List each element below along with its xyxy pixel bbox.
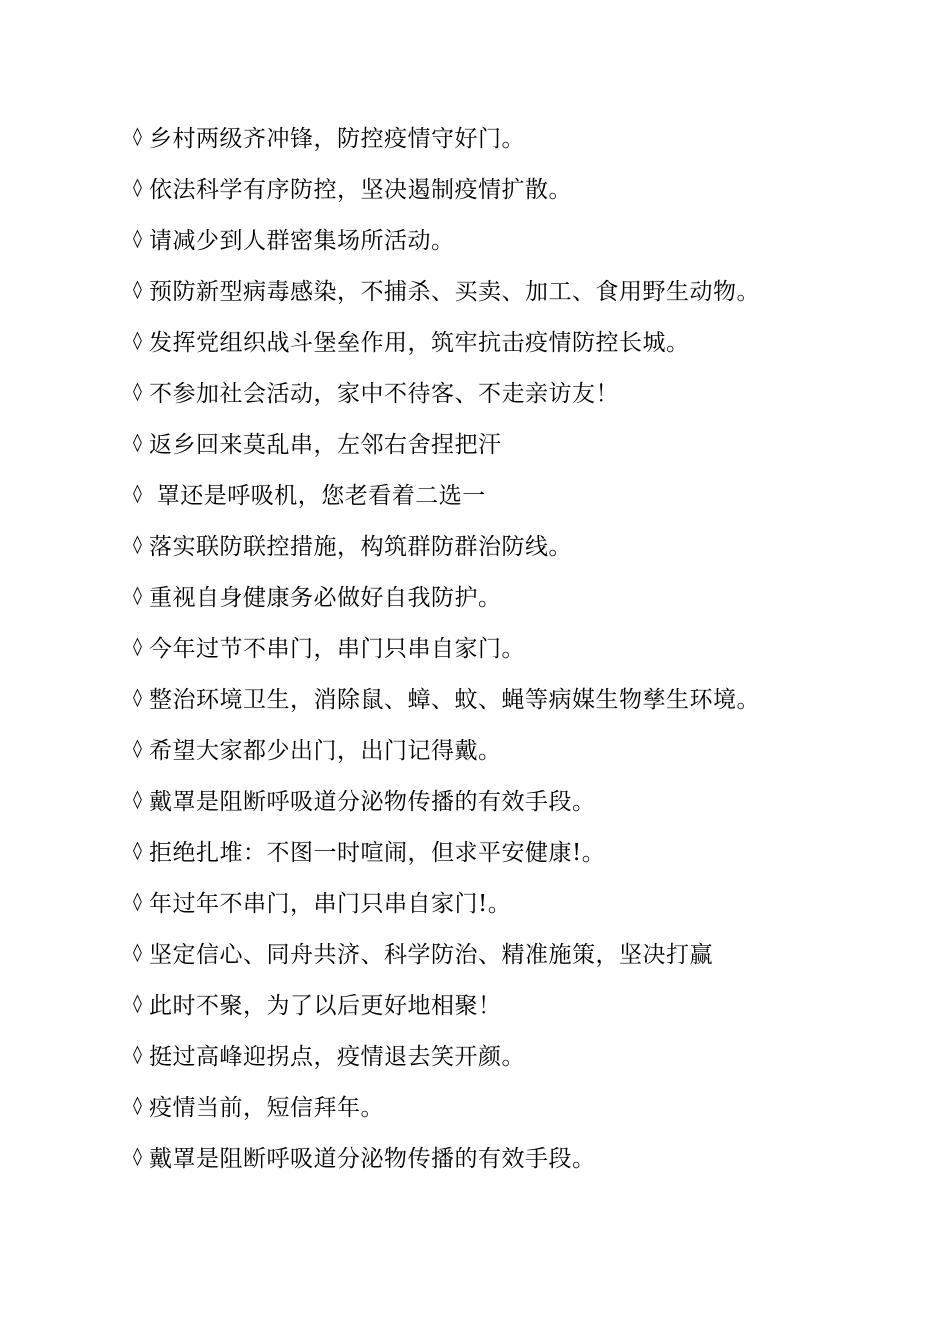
- diamond-bullet-icon: ◊: [133, 1044, 143, 1065]
- list-item: [133, 417, 893, 468]
- slogan-list: [133, 111, 893, 1182]
- list-item: [133, 825, 893, 876]
- diamond-bullet-icon: ◊: [133, 279, 143, 300]
- list-item: [133, 468, 893, 519]
- diamond-bullet-icon: ◊: [133, 126, 143, 147]
- list-item-text: 今年过节不串门，串门只串自家门。: [149, 636, 525, 662]
- list-item-text: 拒绝扎堆：不图一时喧闹，但求平安健康!。: [149, 840, 606, 866]
- diamond-bullet-icon: ◊: [133, 330, 143, 351]
- list-item-text: 坚定信心、同舟共济、科学防治、精准施策，坚决打赢: [149, 942, 713, 968]
- diamond-bullet-icon: ◊: [133, 738, 143, 759]
- diamond-bullet-icon: ◊: [133, 1146, 143, 1167]
- list-item: [133, 1029, 893, 1080]
- list-item-text: 预防新型病毒感染，不捕杀、买卖、加工、食用野生动物。: [149, 279, 760, 305]
- diamond-bullet-icon: ◊: [133, 177, 143, 198]
- list-item-text: 发挥党组织战斗堡垒作用，筑牢抗击疫情防控长城。: [149, 330, 690, 356]
- list-item: [133, 672, 893, 723]
- list-item-text: 依法科学有序防控，坚决遏制疫情扩散。: [149, 177, 572, 203]
- list-item: [133, 519, 893, 570]
- list-item: [133, 876, 893, 927]
- list-item-text: 重视自身健康务必做好自我防护。: [149, 585, 502, 611]
- list-item: [133, 315, 893, 366]
- diamond-bullet-icon: ◊: [133, 636, 143, 657]
- list-item: [133, 162, 893, 213]
- list-item-text: 请减少到人群密集场所活动。: [149, 228, 455, 254]
- list-item-text: 返乡回来莫乱串，左邻右舍捏把汗: [149, 432, 502, 458]
- list-item-text: 此时不聚，为了以后更好地相聚！: [149, 993, 502, 1019]
- diamond-bullet-icon: ◊: [133, 483, 143, 504]
- list-item: [133, 621, 893, 672]
- list-item: [133, 1080, 893, 1131]
- diamond-bullet-icon: ◊: [133, 891, 143, 912]
- diamond-bullet-icon: ◊: [133, 534, 143, 555]
- list-item: [133, 978, 893, 1029]
- list-item-text: 戴罩是阻断呼吸道分泌物传播的有效手段。: [149, 1146, 596, 1172]
- list-item: [133, 570, 893, 621]
- list-item-text: 整治环境卫生，消除鼠、蟑、蚊、蝇等病媒生物孳生环境。: [149, 687, 760, 713]
- diamond-bullet-icon: ◊: [133, 585, 143, 606]
- list-item: [133, 111, 893, 162]
- list-item: [133, 723, 893, 774]
- list-item-text: 年过年不串门，串门只串自家门!。: [149, 891, 512, 917]
- diamond-bullet-icon: ◊: [133, 381, 143, 402]
- list-item: [133, 774, 893, 825]
- list-item: [133, 213, 893, 264]
- diamond-bullet-icon: ◊: [133, 789, 143, 810]
- list-item-text: 罩还是呼吸机，您老看着二选一: [149, 483, 486, 509]
- diamond-bullet-icon: ◊: [133, 840, 143, 861]
- list-item-text: 戴罩是阻断呼吸道分泌物传播的有效手段。: [149, 789, 596, 815]
- list-item-text: 希望大家都少出门，出门记得戴。: [149, 738, 502, 764]
- list-item: [133, 366, 893, 417]
- list-item-text: 挺过高峰迎拐点，疫情退去笑开颜。: [149, 1044, 525, 1070]
- list-item-text: 乡村两级齐冲锋，防控疫情守好门。: [149, 126, 525, 152]
- list-item: [133, 1131, 893, 1182]
- list-item: [133, 264, 893, 315]
- diamond-bullet-icon: ◊: [133, 1095, 143, 1116]
- list-item-text: 落实联防联控措施，构筑群防群治防线。: [149, 534, 572, 560]
- diamond-bullet-icon: ◊: [133, 432, 143, 453]
- diamond-bullet-icon: ◊: [133, 687, 143, 708]
- list-item-text: 疫情当前，短信拜年。: [149, 1095, 384, 1121]
- list-item: [133, 927, 893, 978]
- diamond-bullet-icon: ◊: [133, 993, 143, 1014]
- diamond-bullet-icon: ◊: [133, 942, 143, 963]
- list-item-text: 不参加社会活动，家中不待客、不走亲访友！: [149, 381, 619, 407]
- diamond-bullet-icon: ◊: [133, 228, 143, 249]
